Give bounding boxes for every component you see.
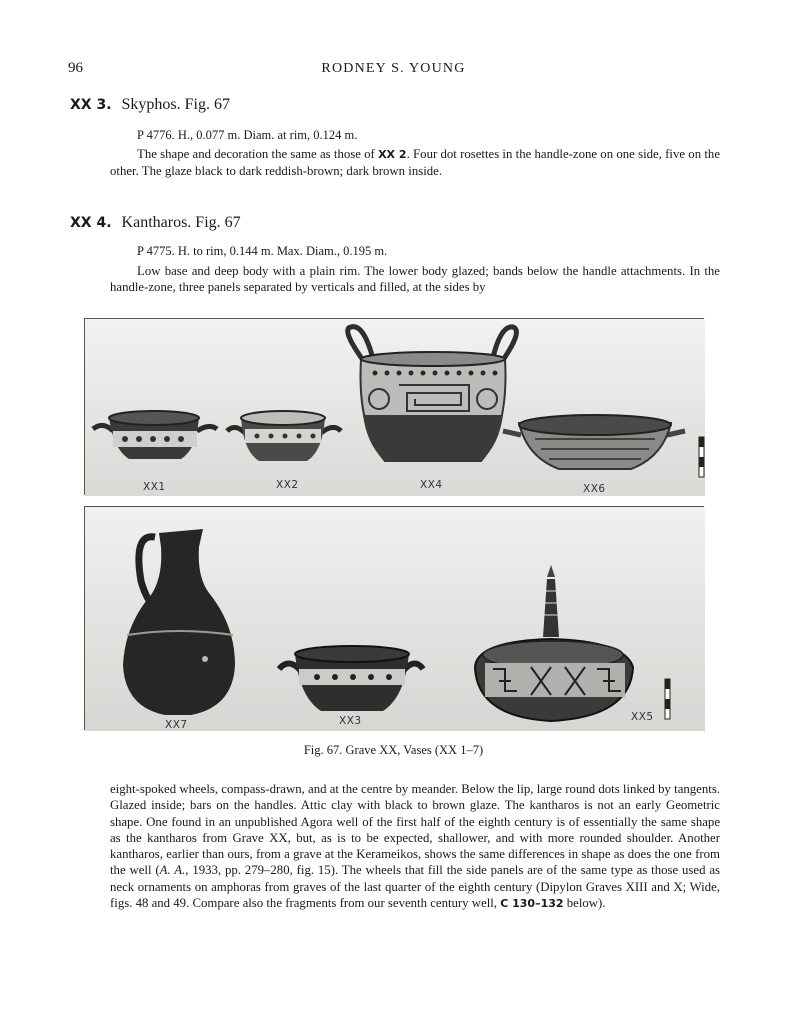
citation: A. A. (159, 863, 186, 878)
figure-label: XX3 (339, 715, 362, 727)
running-title: RODNEY S. YOUNG (321, 61, 466, 76)
figure-photo-bottom (84, 506, 704, 730)
page-number: 96 (68, 60, 83, 76)
entry-heading-xx3 (70, 96, 230, 114)
scale-bar-icon (665, 679, 670, 719)
continuation-part: eight-spoked wheels, compass-drawn, and at the centre by meander. Below the lip, large round dots linked by tangents. Glazed inside; bars on the handles. Attic clay with black to brown glaze. The kantharos is not an early Geometric shape. One found in an unpublished Agora well of the first half of the eighth century is of essentially the same shape as the kantharos from Grave XX, but, as is to be expected, shallower, and with more rounded shoulder. Another kantharos, earlier than ours, from a grave at the Kerameikos, shows the same differences in shape as does the one from the well ( (110, 782, 720, 878)
entry-text-part: . Four dot rosettes in the handle-zone on one side, five on the other. The glaze black to dark reddish-brown; dark brown inside. (110, 147, 720, 179)
figure-label: XX6 (583, 483, 606, 495)
figure-label: XX4 (420, 479, 443, 491)
entry-meta-xx3: P 4776. H., 0.077 m. Diam. at rim, 0.124 m. (137, 128, 358, 142)
figure-label: XX1 (143, 481, 166, 493)
cross-reference: C 130–132 (500, 897, 564, 911)
figure-label: XX2 (276, 479, 299, 491)
continuation-text (110, 781, 720, 912)
entry-text-xx3 (110, 146, 720, 180)
figure-label: XX5 (631, 711, 654, 723)
entry-title: Kantharos. Fig. 67 (121, 214, 241, 231)
entry-text-part: The shape and decoration the same as those of (137, 147, 379, 161)
continuation-part: , 1933, pp. 279–280, fig. 15). The wheels that fill the side panels are of the same type as those used as neck ornaments on amphoras from graves of the last quarter of the eighth century (Dipylon Graves XIII and X; Wide, figs. 48 and 49. Compare also the fragments from our seventh century well, (110, 863, 720, 911)
vase-illustrations-top (85, 319, 705, 496)
vase-illustrations-bottom (85, 507, 705, 731)
entry-title: Skyphos. Fig. 67 (121, 96, 230, 113)
scale-bar-icon (699, 437, 704, 477)
entry-meta-xx4: P 4775. H. to rim, 0.144 m. Max. Diam., 0.195 m. (137, 244, 388, 258)
entry-text-xx4: Low base and deep body with a plain rim. The lower body glazed; bands below the handle attachments. In the handle-zone, three panels separated by verticals and filled, at the sides by (110, 264, 720, 295)
figure-caption: Fig. 67. Grave XX, Vases (XX 1–7) (303, 743, 484, 757)
figure-label: XX7 (165, 719, 188, 731)
entry-number: XX 3. (70, 97, 112, 113)
entry-heading-xx4 (70, 214, 241, 232)
continuation-part: below). (563, 896, 606, 911)
entry-number: XX 4. (70, 215, 112, 231)
cross-reference: XX 2 (378, 148, 407, 161)
figure-photo-top (84, 318, 704, 495)
